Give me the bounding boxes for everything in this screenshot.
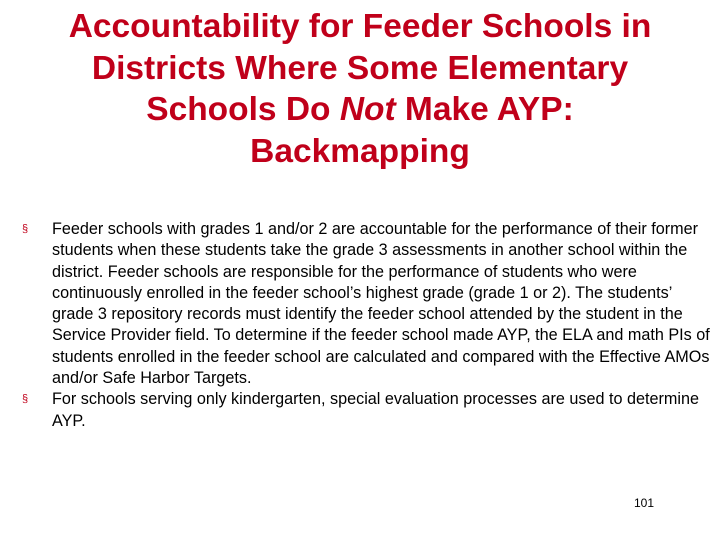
bullet-marker-icon: § [22, 223, 29, 235]
page-number: 101 [634, 496, 655, 510]
title-text-part2: Make AYP: Backmapping [250, 91, 574, 170]
title-text-part1: Accountability for Feeder Schools in Districts Where Some Elementary Schools Do [68, 8, 652, 128]
bullet-list [22, 219, 714, 432]
bullet-marker-icon: § [22, 393, 29, 406]
title-emphasis: Not [339, 91, 396, 128]
bullet-item-kindergarten [22, 389, 714, 432]
bullet-text: For schools serving only kindergarten, special evaluation processes are used to determine AYP. [52, 390, 699, 430]
slide-title [40, 6, 680, 172]
bullet-text: Feeder schools with grades 1 and/or 2 are accountable for the performance of their former students when these students take the grade 3 assessments in another school within the district. Feeder schools are responsible for the performance of students who were continuously enrolled in the feeder school’s highest grade (grade 1 or 2). The students’ grade 3 repository records must identify the feeder school attended by the student in the Service Provider field. To determine if the feeder school made AYP, the ELA and math PIs of students enrolled in the feeder school are calculated and compared with the Effective AMOs and/or Safe Harbor Targets. [52, 220, 710, 388]
bullet-item-feeder-schools [22, 219, 714, 389]
